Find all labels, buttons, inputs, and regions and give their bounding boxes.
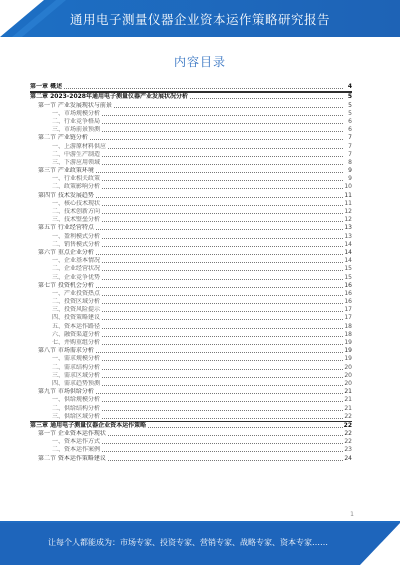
toc-entry-title: 第一节 产业发展现状与前景 — [38, 101, 112, 109]
toc-dot-leader — [102, 401, 343, 402]
toc-entry-l3[interactable] — [30, 446, 352, 454]
toc-entry-title: 二、政策影响分析 — [52, 183, 101, 191]
toc-entry-l3[interactable] — [30, 257, 352, 265]
toc-dot-leader — [102, 328, 343, 329]
toc-dot-leader — [102, 238, 343, 239]
toc-entry-l3[interactable] — [30, 314, 352, 322]
toc-entry-l3[interactable] — [30, 241, 352, 249]
toc-entry-page: 9 — [348, 167, 352, 175]
toc-dot-leader — [102, 336, 343, 337]
toc-entry-l2[interactable] — [30, 101, 352, 109]
toc-entry-title: 二、技术创新方向 — [52, 208, 101, 215]
toc-entry-title: 三、企业竞争优势 — [52, 273, 101, 281]
toc-entry-title: 一、上游原材料供应 — [52, 142, 107, 150]
toc-entry-page: 9 — [348, 175, 352, 183]
toc-entry-title: 一、企业基本情况 — [52, 257, 101, 265]
toc-entry-title: 第三章 通用电子测量仪器企业资本运作策略 — [30, 421, 147, 429]
toc-dot-leader — [96, 287, 343, 288]
toc-entry-title: 六、融资渠道分析 — [52, 330, 101, 338]
footer-corner-decoration — [360, 523, 400, 565]
toc-dot-leader — [96, 197, 343, 198]
toc-entry-title: 第二节 资本运作策略建议 — [38, 454, 106, 462]
toc-entry-page: 21 — [344, 396, 352, 404]
toc-dot-leader — [96, 172, 343, 173]
toc-entry-page: 23 — [344, 446, 352, 454]
toc-entry-page: 19 — [344, 339, 352, 346]
toc-entry-page: 19 — [344, 347, 352, 355]
toc-entry-page: 18 — [344, 330, 352, 338]
toc-dot-leader — [102, 270, 343, 271]
toc-dot-leader — [102, 303, 343, 304]
toc-dot-leader — [96, 352, 343, 353]
toc-dot-leader — [102, 262, 343, 263]
toc-dot-leader — [90, 139, 343, 140]
toc-dot-leader — [102, 156, 343, 157]
toc-entry-l3[interactable] — [30, 339, 352, 347]
toc-entry-page: 11 — [344, 199, 352, 207]
toc-entry-l3[interactable] — [30, 396, 352, 404]
toc-entry-l3[interactable] — [30, 208, 352, 216]
toc-entry-title: 二、中游生产制造 — [52, 150, 101, 158]
toc-entry-l2[interactable] — [30, 282, 352, 290]
toc-entry-page: 22 — [344, 430, 352, 438]
toc-entry-title: 第四节 技术发展趋势 — [38, 191, 94, 199]
toc-dot-leader — [64, 88, 343, 89]
toc-entry-page: 16 — [344, 281, 352, 289]
report-title: 通用电子测量仪器企业资本运作策略研究报告 — [69, 12, 330, 27]
toc-entry-chapter[interactable] — [30, 93, 352, 101]
toc-entry-title: 第二章 2023-2028年通用电子测量仪器产业发展状况分析 — [30, 93, 188, 101]
toc-entry-title: 第三节 产业政策环境 — [38, 167, 94, 175]
toc-entry-title: 三、市场前景预测 — [52, 126, 101, 134]
toc-entry-page: 20 — [344, 379, 352, 387]
toc-entry-title: 二、企业经营状况 — [52, 265, 101, 273]
toc-entry-page: 19 — [344, 355, 352, 363]
toc-entry-page: 5 — [347, 93, 352, 101]
toc-entry-l3[interactable] — [30, 151, 352, 159]
toc-entry-title: 二、需求结构分析 — [52, 363, 101, 371]
toc-entry-page: 7 — [348, 142, 352, 150]
toc-entry-l2[interactable] — [30, 191, 352, 199]
toc-entry-title: 第一节 企业资本运作现状 — [38, 430, 106, 438]
toc-entry-page: 12 — [344, 216, 352, 224]
toc-entry-l3[interactable] — [30, 273, 352, 281]
toc-dot-leader — [102, 180, 343, 181]
toc-entry-title: 三、下游应用领域 — [52, 158, 101, 166]
toc-dot-leader — [96, 229, 343, 230]
toc-dot-leader — [108, 460, 343, 461]
toc-entry-title: 三、需求区域分析 — [52, 371, 101, 379]
toc-entry-l2[interactable] — [30, 430, 352, 438]
toc-entry-title: 第七节 投资机会分析 — [38, 281, 94, 289]
toc-entry-l3[interactable] — [30, 175, 352, 183]
toc-entry-l2[interactable] — [30, 347, 352, 355]
toc-dot-leader — [102, 319, 343, 320]
toc-entry-title: 第九节 市场供给分析 — [38, 388, 94, 396]
toc-entry-title: 一、盈利模式分析 — [52, 232, 101, 240]
report-header-bar — [0, 0, 400, 37]
toc-entry-page: 21 — [344, 388, 352, 396]
toc-entry-l3[interactable] — [30, 322, 352, 330]
toc-entry-title: 二、资本运作案例 — [52, 446, 101, 454]
toc-entry-page: 10 — [344, 183, 352, 191]
toc-entry-l3[interactable] — [30, 200, 352, 208]
toc-entry-title: 三、投资风险提示 — [52, 306, 101, 314]
toc-dot-leader — [102, 295, 343, 296]
toc-entry-title: 第六节 重点企业分析 — [38, 248, 94, 256]
toc-entry-l3[interactable] — [30, 438, 352, 446]
toc-entry-page: 14 — [344, 248, 352, 256]
toc-entry-title: 三、供给区域分析 — [52, 412, 101, 420]
toc-entry-l3[interactable] — [30, 216, 352, 224]
toc-entry-page: 6 — [348, 126, 352, 134]
toc-dot-leader — [102, 221, 343, 222]
toc-dot-leader — [102, 418, 343, 419]
toc-entry-title: 二、投资区域分析 — [52, 298, 101, 306]
toc-entry-page: 12 — [344, 208, 352, 215]
toc-entry-title: 四、需求趋势预测 — [52, 379, 101, 387]
toc-entry-page: 16 — [344, 298, 352, 306]
toc-entry-page: 22 — [343, 421, 352, 429]
toc-dot-leader — [108, 148, 343, 149]
toc-entry-page: 15 — [344, 265, 352, 273]
toc-entry-title: 一、核心技术现状 — [52, 199, 101, 207]
toc-dot-leader — [102, 123, 343, 124]
toc-entry-page: 15 — [344, 273, 352, 281]
toc-dot-leader — [102, 205, 343, 206]
toc-entry-l2[interactable] — [30, 224, 352, 232]
toc-entry-page: 20 — [344, 371, 352, 379]
toc-dot-leader — [102, 131, 343, 132]
toc-entry-l3[interactable] — [30, 380, 352, 388]
toc-dot-leader — [102, 410, 343, 411]
toc-entry-l3[interactable] — [30, 290, 352, 298]
toc-entry-page: 5 — [348, 101, 352, 109]
toc-entry-page: 17 — [344, 314, 352, 322]
toc-entry-l3[interactable] — [30, 372, 352, 380]
toc-entry-title: 第二节 产业链分析 — [38, 134, 88, 142]
toc-entry-title: 第一章 概述 — [30, 83, 63, 91]
toc-dot-leader — [102, 377, 343, 378]
toc-entry-l3[interactable] — [30, 298, 352, 306]
toc-entry-page: 16 — [344, 289, 352, 297]
toc-entry-page: 18 — [344, 322, 352, 330]
toc-entry-l2[interactable] — [30, 388, 352, 396]
toc-entry-title: 二、供给结构分析 — [52, 404, 101, 412]
toc-entry-title: 一、市场规模分析 — [52, 109, 101, 117]
toc-entry-title: 七、并购重组分析 — [52, 339, 101, 346]
table-of-contents — [30, 83, 352, 463]
toc-dot-leader — [96, 254, 343, 255]
toc-entry-title: 三、技术壁垒分析 — [52, 216, 101, 224]
toc-entry-l3[interactable] — [30, 183, 352, 191]
toc-entry-title: 一、资本运作方式 — [52, 438, 101, 446]
toc-entry-page: 4 — [347, 83, 352, 91]
toc-dot-leader — [148, 427, 343, 428]
toc-entry-l3[interactable] — [30, 306, 352, 314]
toc-dot-leader — [102, 451, 343, 452]
toc-dot-leader — [102, 188, 343, 189]
toc-entry-page: 21 — [344, 404, 352, 412]
toc-dot-leader — [102, 369, 343, 370]
toc-entry-l2[interactable] — [30, 454, 352, 462]
toc-entry-l2[interactable] — [30, 167, 352, 175]
toc-dot-leader — [102, 385, 343, 386]
page-number: 1 — [350, 511, 354, 518]
toc-entry-title: 二、行业竞争格局 — [52, 117, 101, 125]
toc-entry-l3[interactable] — [30, 363, 352, 371]
toc-entry-title: 一、供给规模分析 — [52, 396, 101, 404]
toc-entry-page: 24 — [344, 454, 352, 462]
toc-entry-page: 17 — [344, 306, 352, 314]
toc-entry-page: 22 — [344, 438, 352, 446]
toc-entry-page: 11 — [344, 191, 352, 199]
toc-entry-page: 14 — [344, 240, 352, 248]
toc-entry-chapter[interactable] — [30, 422, 352, 430]
toc-dot-leader — [102, 360, 343, 361]
toc-entry-page: 20 — [344, 363, 352, 371]
toc-dot-leader — [108, 435, 343, 436]
toc-entry-title: 一、行业相关政策 — [52, 175, 101, 183]
toc-dot-leader — [102, 246, 343, 247]
report-footer-bar — [0, 523, 400, 565]
toc-entry-title: 四、投资策略建议 — [52, 314, 101, 322]
toc-dot-leader — [102, 311, 343, 312]
toc-entry-title: 第五节 行业经营特点 — [38, 224, 94, 232]
toc-entry-page: 7 — [348, 150, 352, 158]
toc-dot-leader — [96, 393, 343, 394]
toc-entry-l3[interactable] — [30, 413, 352, 421]
toc-entry-l3[interactable] — [30, 159, 352, 167]
toc-entry-title: 五、资本运作路径 — [52, 322, 101, 330]
toc-entry-l3[interactable] — [30, 110, 352, 118]
toc-dot-leader — [102, 213, 343, 214]
toc-entry-title: 二、销售模式分析 — [52, 240, 101, 248]
footer-slogan: 让每个人都能成为：市场专家、投资专家、营销专家、战略专家、资本专家…… — [48, 538, 328, 547]
toc-dot-leader — [102, 443, 343, 444]
toc-entry-title: 第八节 市场需求分析 — [38, 347, 94, 355]
toc-entry-title: 一、需求规模分析 — [52, 355, 101, 363]
toc-entry-l3[interactable] — [30, 118, 352, 126]
toc-dot-leader — [190, 98, 343, 99]
toc-entry-page: 14 — [344, 257, 352, 265]
toc-entry-l3[interactable] — [30, 142, 352, 150]
toc-entry-page: 8 — [348, 158, 352, 166]
toc-entry-page: 22 — [344, 412, 352, 420]
toc-entry-page: 13 — [344, 224, 352, 232]
toc-entry-l3[interactable] — [30, 404, 352, 412]
toc-entry-l3[interactable] — [30, 126, 352, 134]
toc-dot-leader — [102, 344, 343, 345]
toc-entry-l3[interactable] — [30, 355, 352, 363]
toc-entry-l2[interactable] — [30, 249, 352, 257]
toc-dot-leader — [102, 164, 343, 165]
toc-entry-l3[interactable] — [30, 331, 352, 339]
toc-entry-page: 6 — [348, 117, 352, 125]
toc-dot-leader — [114, 107, 343, 108]
toc-entry-page: 7 — [348, 134, 352, 142]
toc-entry-l2[interactable] — [30, 134, 352, 142]
toc-entry-l3[interactable] — [30, 232, 352, 240]
toc-entry-page: 13 — [344, 232, 352, 240]
toc-heading: 内容目录 — [173, 55, 226, 69]
toc-dot-leader — [102, 279, 343, 280]
toc-entry-l3[interactable] — [30, 265, 352, 273]
toc-entry-title: 一、产业投资热点 — [52, 289, 101, 297]
toc-entry-chapter[interactable] — [30, 83, 352, 91]
toc-entry-page: 5 — [348, 109, 352, 117]
toc-dot-leader — [102, 115, 343, 116]
